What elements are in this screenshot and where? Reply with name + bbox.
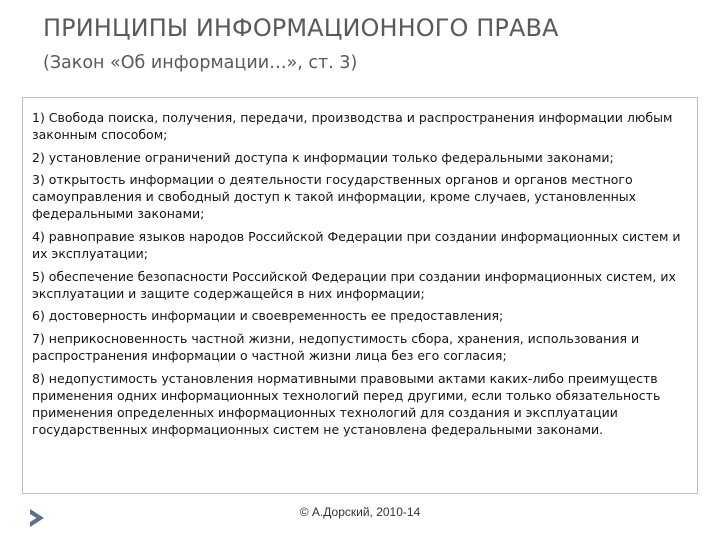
principle-item: 3) открытость информации о деятельности государственных органов и органов местного самоуправления и свободный доступ к такой информации, кроме случаев, установленных федеральными законами; xyxy=(32,172,637,222)
footer-credit: © А.Дорский, 2010-14 xyxy=(299,505,421,519)
slide-subtitle: (Закон «Об информации…», ст. 3) xyxy=(43,53,358,73)
principle-item: 4) равноправие языков народов Российской Федерации при создании информационных систем и их эксплуатации; xyxy=(32,229,681,262)
principle-item: 5) обеспечение безопасности Российской Федерации при создании информационных систем, их эксплуатации и защите содержащейся в них информации; xyxy=(32,268,676,301)
principle-item: 8) недопустимость установления нормативными правовыми актами каких-либо преимуществ применения одних информационных технологий перед другими, если только обязательность применения определенных информационных технологий для создания и эксплуатации государственных информационных систем не установлена федеральными законами. xyxy=(32,370,661,437)
principle-item: 7) неприкосновенность частной жизни, недопустимость сбора, хранения, использования и распространения информации о частной жизни лица без его согласия; xyxy=(32,331,640,364)
principle-item: 6) достоверность информации и своевременность ее предоставления; xyxy=(32,308,504,324)
principle-item: 2) установление ограничений доступа к информации только федеральными законами; xyxy=(32,149,614,165)
principles-list xyxy=(32,109,694,444)
principle-item: 1) Свобода поиска, получения, передачи, производства и распространения информации любым законным способом; xyxy=(32,110,673,142)
slide-title: ПРИНЦИПЫ ИНФОРМАЦИОННОГО ПРАВА xyxy=(43,14,559,42)
